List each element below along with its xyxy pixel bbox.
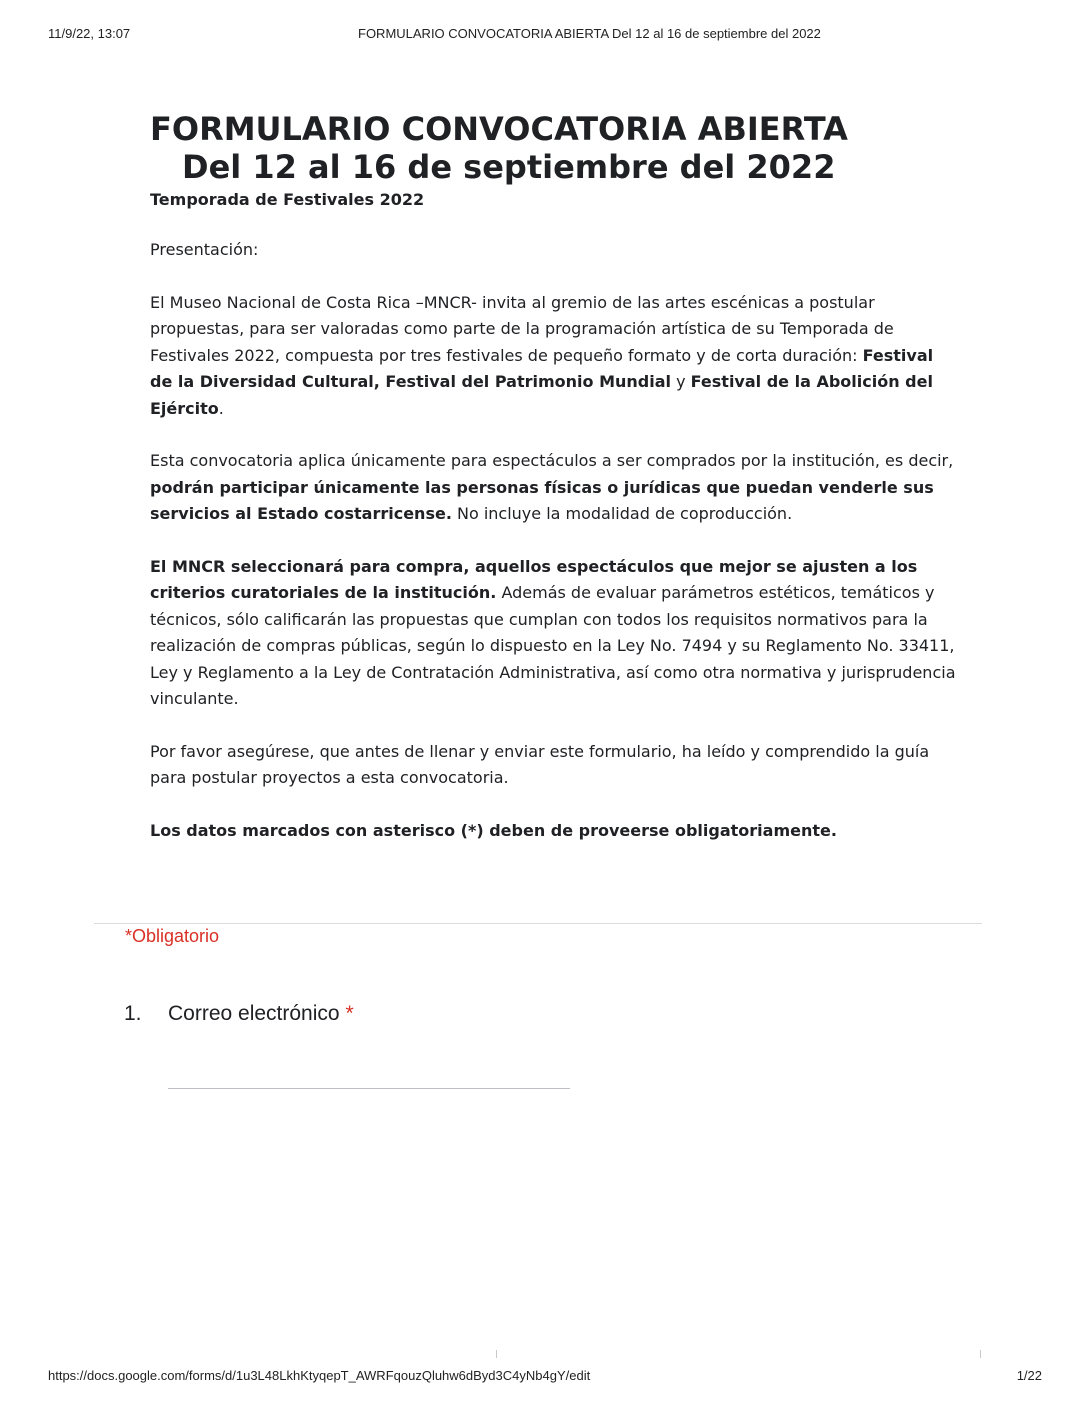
page-break-tick	[980, 1350, 981, 1358]
p1-text-c: y	[671, 372, 691, 391]
form-subtitle: Temporada de Festivales 2022	[150, 190, 425, 209]
required-asterisk: *	[345, 1002, 354, 1025]
header-divider	[94, 923, 982, 924]
p3-selection-bold: El MNCR seleccionará para compra, aquellos espectáculos que mejor se ajusten a los criterios curatoriales de la institución.	[150, 556, 918, 602]
presentation-label: Presentación:	[150, 240, 259, 259]
print-footer	[0, 1368, 1088, 1386]
form-header	[150, 110, 956, 844]
required-indicator: *Obligatorio	[125, 926, 220, 946]
page-break-tick	[496, 1350, 497, 1358]
print-page-number: 1/22	[1016, 1368, 1042, 1383]
print-datetime: 11/9/22, 13:07	[48, 26, 131, 41]
p1-festival-abolicion-bold: Festival de la Abolición del Ejército	[150, 372, 933, 418]
form-title	[150, 110, 956, 186]
question-label: Correo electrónico	[168, 1002, 340, 1025]
p1-festivals-bold: Festival de la Diversidad Cultural, Festival del Patrimonio Mundial	[150, 345, 934, 391]
email-field-underline	[168, 1088, 570, 1089]
print-url: https://docs.google.com/forms/d/1u3L48LkhKtyqepT_AWRFqouzQluhw6dByd3C4yNb4gY/edit	[48, 1368, 591, 1383]
form-title-line1: FORMULARIO CONVOCATORIA ABIERTA	[150, 110, 848, 148]
p2-text-c: No incluye la modalidad de coproducción.	[451, 504, 793, 523]
description-paragraph-3	[150, 554, 956, 713]
description-paragraph-2	[150, 448, 956, 528]
required-fields-note-bold: Los datos marcados con asterisco (*) deben de proveerse obligatoriamente.	[150, 820, 837, 840]
question-number: 1.	[124, 1002, 142, 1025]
email-field[interactable]	[168, 1058, 570, 1086]
question-email	[124, 1000, 354, 1028]
form-description	[150, 237, 956, 844]
form-title-line2: Del 12 al 16 de septiembre del 2022	[182, 148, 836, 186]
p3-text-b: Además de evaluar parámetros estéticos, temáticos y técnicos, sólo calificarán las propuestas que cumplan con todos los requisitos normativos para la realización de compras públicas, según lo dispuesto en la Ley No. 7494 y su Reglamento No. 33411, Ley y Reglamento a la Ley de Contratación Administrativa, así como otra normativa y jurisprudencia vinculante.	[150, 583, 956, 708]
p1-text-e: .	[218, 398, 224, 418]
description-paragraph-4: Por favor asegúrese, que antes de llenar y enviar este formulario, ha leído y comprendido la guía para postular proyectos a esta convocatoria.	[150, 741, 930, 787]
description-paragraph-1	[150, 290, 956, 423]
p2-text-a: Esta convocatoria aplica únicamente para espectáculos a ser comprados por la institución, es decir,	[150, 451, 954, 470]
p2-eligibility-bold: podrán participar únicamente las personas físicas o jurídicas que puedan venderle sus servicios al Estado costarricense.	[150, 477, 934, 523]
print-header	[0, 26, 1088, 44]
p1-text-a: El Museo Nacional de Costa Rica –MNCR- invita al gremio de las artes escénicas a postular propuestas, para ser valoradas como parte de la programación artística de su Temporada de Festivales 2022, compuesta por tres festivales de pequeño formato y de corta duración:	[150, 292, 894, 365]
print-page-title: FORMULARIO CONVOCATORIA ABIERTA Del 12 al 16 de septiembre del 2022	[358, 26, 821, 41]
description-paragraph-5	[150, 818, 956, 845]
